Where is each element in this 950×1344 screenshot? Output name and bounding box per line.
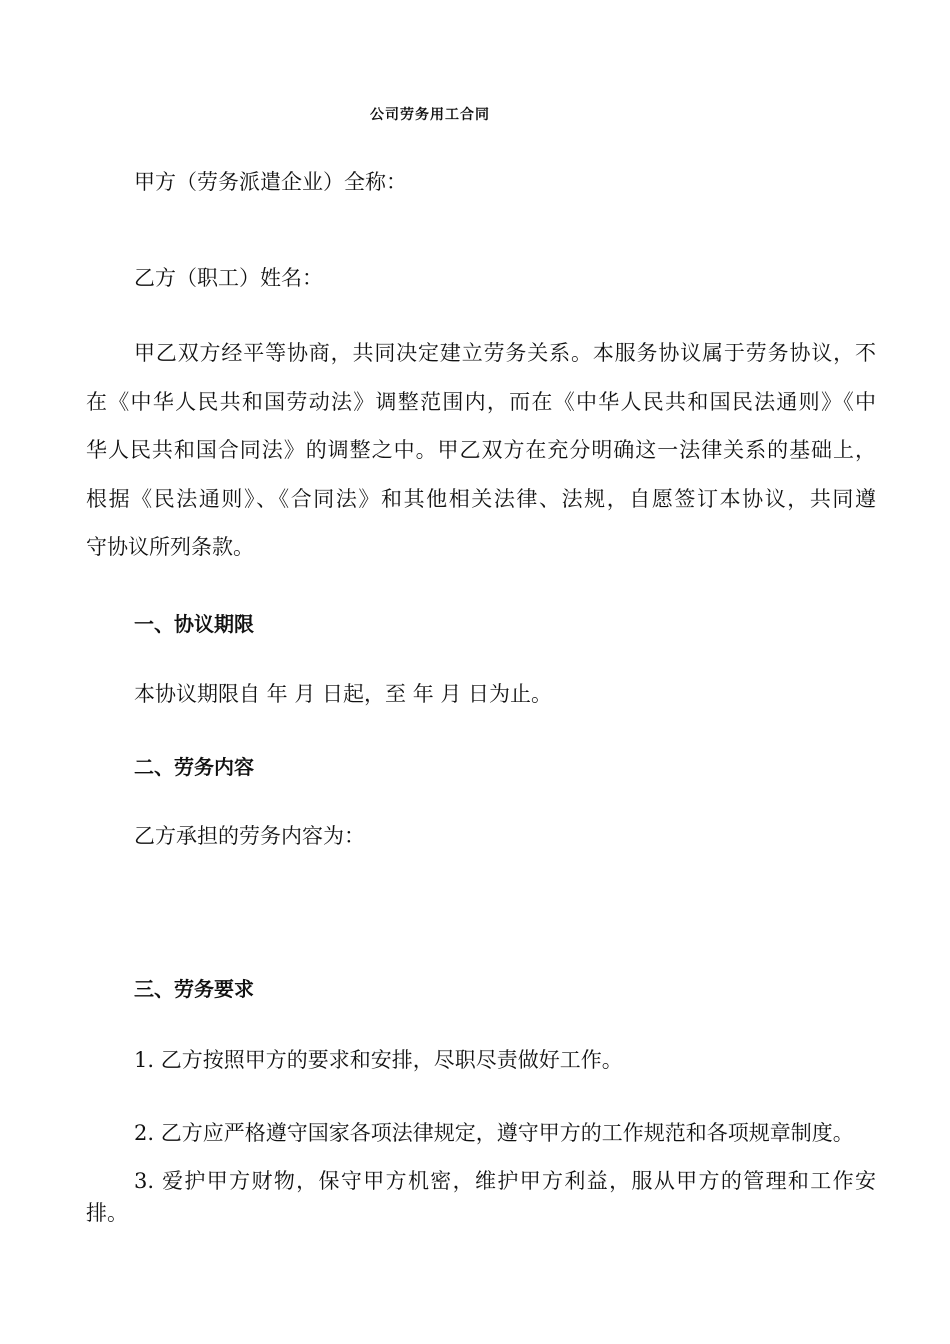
section-heading-content: 二、劳务内容: [134, 755, 254, 779]
section-body-content: 乙方承担的劳务内容为：: [134, 824, 365, 848]
section-heading-requirements: 三、劳务要求: [134, 977, 254, 1001]
section-body-term: 本协议期限自 年 月 日起，至 年 月 日为止。: [134, 682, 553, 706]
document-title: 公司劳务用工合同: [370, 107, 490, 123]
intro-line: 在《中华人民共和国劳动法》调整范围内，而在《中华人民共和国民法通则》《中: [86, 389, 876, 414]
intro-line: 守协议所列条款。: [86, 535, 254, 559]
requirement-item-1: 1. 乙方按照甲方的要求和安排，尽职尽责做好工作。: [134, 1048, 623, 1072]
party-a-label: 甲方（劳务派遣企业）全称：: [134, 170, 407, 194]
intro-line: 甲乙双方经平等协商，共同决定建立劳务关系。本服务协议属于劳务协议，不: [134, 341, 876, 365]
intro-paragraph: [86, 329, 876, 572]
section-heading-term: 一、协议期限: [134, 612, 254, 636]
requirement-item-3-line: 3. 爱护甲方财物，保守甲方机密，维护甲方利益，服从甲方的管理和工作安: [134, 1169, 876, 1193]
requirement-item-3-line: 排。: [86, 1201, 128, 1225]
intro-line: 华人民共和国合同法》的调整之中。甲乙双方在充分明确这一法律关系的基础上，: [86, 438, 876, 462]
requirement-item-3: [86, 1165, 876, 1229]
intro-line: 根据《民法通则》、《合同法》和其他相关法律、法规，自愿签订本协议，共同遵: [86, 486, 876, 511]
requirement-item-2: 2. 乙方应严格遵守国家各项法律规定，遵守甲方的工作规范和各项规章制度。: [134, 1121, 854, 1145]
party-b-label: 乙方（职工）姓名：: [134, 266, 323, 290]
